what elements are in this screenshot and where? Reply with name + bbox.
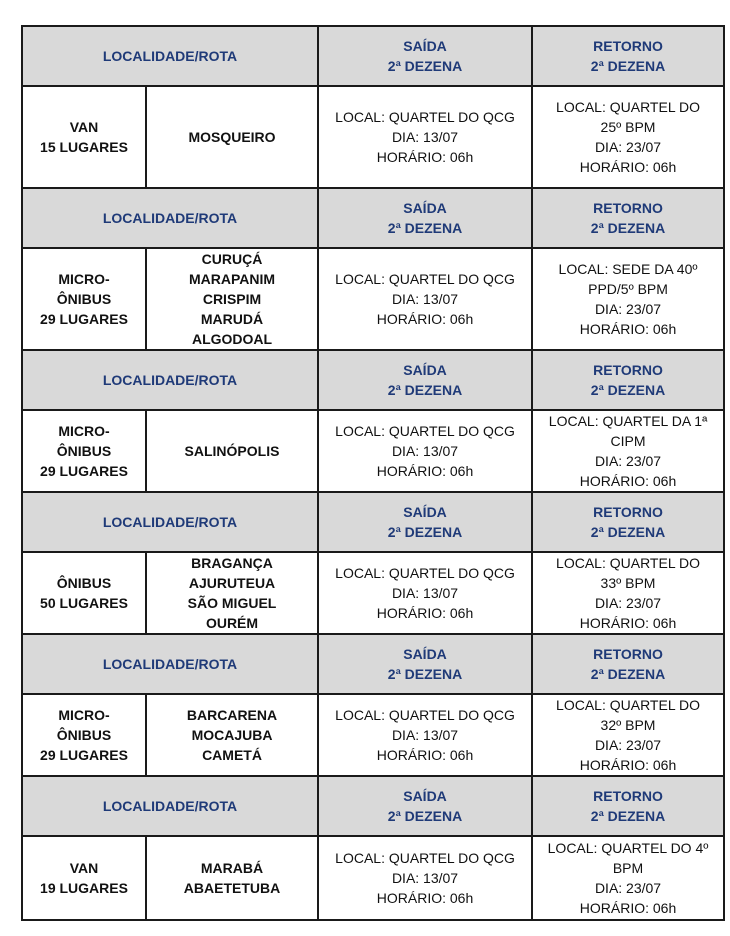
text-line: HORÁRIO: 06h — [376, 149, 474, 165]
header-retorno — [532, 188, 724, 248]
header-localidade-rota: LOCALIDADE/ROTA — [22, 634, 318, 694]
text-line: HORÁRIO: 06h — [376, 463, 474, 479]
text-line: DIA: 13/07 — [391, 443, 459, 459]
text-line: ABAETETUBA — [183, 880, 281, 896]
header-localidade-rota: LOCALIDADE/ROTA — [22, 188, 318, 248]
text-line: HORÁRIO: 06h — [579, 473, 677, 489]
text-line: DIA: 13/07 — [391, 727, 459, 743]
text-line: DIA: 13/07 — [391, 291, 459, 307]
table-row — [22, 552, 724, 634]
text-line: 29 LUGARES — [40, 311, 128, 327]
table-row — [22, 410, 724, 492]
header-retorno — [532, 634, 724, 694]
text-line: 32º BPM — [600, 717, 656, 733]
text-line: 19 LUGARES — [40, 880, 128, 896]
section-header-row — [22, 26, 724, 86]
text-line: DIA: 23/07 — [594, 453, 662, 469]
text-line: 2ª DEZENA — [387, 220, 463, 236]
text-line: 29 LUGARES — [40, 463, 128, 479]
text-line: BRAGANÇA — [191, 555, 273, 571]
text-line: ÔNIBUS — [56, 443, 112, 459]
text-line: HORÁRIO: 06h — [579, 900, 677, 916]
text-line: 15 LUGARES — [40, 139, 128, 155]
text-line: HORÁRIO: 06h — [376, 605, 474, 621]
text-line: ALGODOAL — [191, 331, 273, 347]
text-line: LOCAL: QUARTEL DA 1ª — [548, 413, 708, 429]
text-line: DIA: 13/07 — [391, 129, 459, 145]
text-line: RETORNO — [593, 362, 663, 378]
header-saida — [318, 492, 532, 552]
text-line: 2ª DEZENA — [590, 220, 666, 236]
text-line: PPD/5º BPM — [588, 281, 668, 297]
text-line: MARUDÁ — [200, 311, 264, 327]
route-cell — [146, 86, 318, 188]
departure-cell — [318, 836, 532, 920]
text-line: 29 LUGARES — [40, 747, 128, 763]
text-line: SÃO MIGUEL — [187, 595, 277, 611]
text-line: LOCAL: QUARTEL DO QCG — [335, 109, 515, 125]
text-line: VAN — [69, 119, 99, 135]
text-line: DIA: 23/07 — [594, 139, 662, 155]
text-line: LOCAL: QUARTEL DO 4º — [547, 840, 709, 856]
return-cell — [532, 836, 724, 920]
route-cell — [146, 248, 318, 350]
text-line: RETORNO — [593, 200, 663, 216]
text-line: LOCAL: QUARTEL DO QCG — [335, 707, 515, 723]
vehicle-cell — [22, 410, 146, 492]
text-line: SAÍDA — [403, 200, 447, 216]
route-cell — [146, 694, 318, 776]
text-line: 2ª DEZENA — [590, 524, 666, 540]
text-line: ÔNIBUS — [56, 575, 112, 591]
return-cell — [532, 86, 724, 188]
section-header-row — [22, 188, 724, 248]
return-cell — [532, 248, 724, 350]
section-header-row — [22, 350, 724, 410]
vehicle-cell — [22, 836, 146, 920]
header-saida — [318, 26, 532, 86]
vehicle-cell — [22, 86, 146, 188]
table-row — [22, 248, 724, 350]
table-row — [22, 836, 724, 920]
text-line: 2ª DEZENA — [590, 382, 666, 398]
text-line: LOCAL: QUARTEL DO QCG — [335, 423, 515, 439]
text-line: 25º BPM — [600, 119, 656, 135]
text-line: CRISPIM — [202, 291, 262, 307]
header-localidade-rota: LOCALIDADE/ROTA — [22, 492, 318, 552]
text-line: 2ª DEZENA — [387, 524, 463, 540]
text-line: HORÁRIO: 06h — [579, 159, 677, 175]
header-retorno — [532, 350, 724, 410]
text-line: CIPM — [610, 433, 646, 449]
header-retorno — [532, 26, 724, 86]
text-line: SAÍDA — [403, 788, 447, 804]
return-cell — [532, 410, 724, 492]
section-header-row — [22, 634, 724, 694]
text-line: HORÁRIO: 06h — [376, 890, 474, 906]
text-line: 2ª DEZENA — [590, 808, 666, 824]
text-line: 2ª DEZENA — [590, 58, 666, 74]
departure-cell — [318, 410, 532, 492]
text-line: DIA: 13/07 — [391, 585, 459, 601]
text-line: HORÁRIO: 06h — [579, 615, 677, 631]
text-line: AJURUTEUA — [188, 575, 276, 591]
text-line: DIA: 23/07 — [594, 595, 662, 611]
text-line: ÔNIBUS — [56, 727, 112, 743]
text-line: HORÁRIO: 06h — [376, 311, 474, 327]
text-line: DIA: 13/07 — [391, 870, 459, 886]
departure-cell — [318, 694, 532, 776]
text-line: CAMETÁ — [202, 747, 262, 763]
return-cell — [532, 694, 724, 776]
departure-cell — [318, 86, 532, 188]
text-line: DIA: 23/07 — [594, 880, 662, 896]
text-line: LOCAL: QUARTEL DO — [556, 697, 700, 713]
text-line: LOCAL: QUARTEL DO QCG — [335, 271, 515, 287]
text-line: HORÁRIO: 06h — [579, 757, 677, 773]
text-line: VAN — [69, 860, 99, 876]
route-cell — [146, 410, 318, 492]
text-line: MARAPANIM — [188, 271, 276, 287]
section-header-row — [22, 492, 724, 552]
text-line: 2ª DEZENA — [387, 382, 463, 398]
header-saida — [318, 188, 532, 248]
header-retorno — [532, 776, 724, 836]
text-line: MICRO- — [58, 423, 110, 439]
text-line: 2ª DEZENA — [387, 58, 463, 74]
header-retorno — [532, 492, 724, 552]
text-line: LOCAL: QUARTEL DO — [556, 555, 700, 571]
text-line: BARCARENA — [186, 707, 278, 723]
header-saida — [318, 634, 532, 694]
text-line: MICRO- — [58, 271, 110, 287]
text-line: LOCAL: QUARTEL DO QCG — [335, 565, 515, 581]
text-line: SAÍDA — [403, 38, 447, 54]
table-row — [22, 86, 724, 188]
text-line: 2ª DEZENA — [387, 666, 463, 682]
text-line: HORÁRIO: 06h — [376, 747, 474, 763]
transport-schedule-table — [21, 25, 725, 921]
table-row — [22, 694, 724, 776]
header-localidade-rota: LOCALIDADE/ROTA — [22, 350, 318, 410]
text-line: MOSQUEIRO — [188, 129, 276, 145]
vehicle-cell — [22, 694, 146, 776]
return-cell — [532, 552, 724, 634]
text-line: LOCAL: QUARTEL DO — [556, 99, 700, 115]
vehicle-cell — [22, 248, 146, 350]
text-line: DIA: 23/07 — [594, 737, 662, 753]
text-line: RETORNO — [593, 646, 663, 662]
header-saida — [318, 776, 532, 836]
text-line: DIA: 23/07 — [594, 301, 662, 317]
vehicle-cell — [22, 552, 146, 634]
text-line: HORÁRIO: 06h — [579, 321, 677, 337]
text-line: OURÉM — [205, 615, 259, 631]
header-localidade-rota: LOCALIDADE/ROTA — [22, 26, 318, 86]
text-line: RETORNO — [593, 38, 663, 54]
text-line: MARABÁ — [200, 860, 264, 876]
text-line: ÔNIBUS — [56, 291, 112, 307]
text-line: RETORNO — [593, 788, 663, 804]
header-saida — [318, 350, 532, 410]
text-line: SAÍDA — [403, 504, 447, 520]
header-localidade-rota: LOCALIDADE/ROTA — [22, 776, 318, 836]
text-line: MICRO- — [58, 707, 110, 723]
section-header-row — [22, 776, 724, 836]
text-line: BPM — [612, 860, 644, 876]
text-line: 2ª DEZENA — [590, 666, 666, 682]
text-line: CURUÇÁ — [201, 251, 263, 267]
text-line: 2ª DEZENA — [387, 808, 463, 824]
text-line: RETORNO — [593, 504, 663, 520]
text-line: 50 LUGARES — [40, 595, 128, 611]
departure-cell — [318, 552, 532, 634]
text-line: LOCAL: QUARTEL DO QCG — [335, 850, 515, 866]
route-cell — [146, 552, 318, 634]
text-line: SAÍDA — [403, 646, 447, 662]
text-line: 33º BPM — [600, 575, 656, 591]
text-line: SAÍDA — [403, 362, 447, 378]
text-line: MOCAJUBA — [191, 727, 273, 743]
table-body — [22, 26, 724, 920]
text-line: LOCAL: SEDE DA 40º — [558, 261, 698, 277]
departure-cell — [318, 248, 532, 350]
route-cell — [146, 836, 318, 920]
text-line: SALINÓPOLIS — [184, 443, 280, 459]
